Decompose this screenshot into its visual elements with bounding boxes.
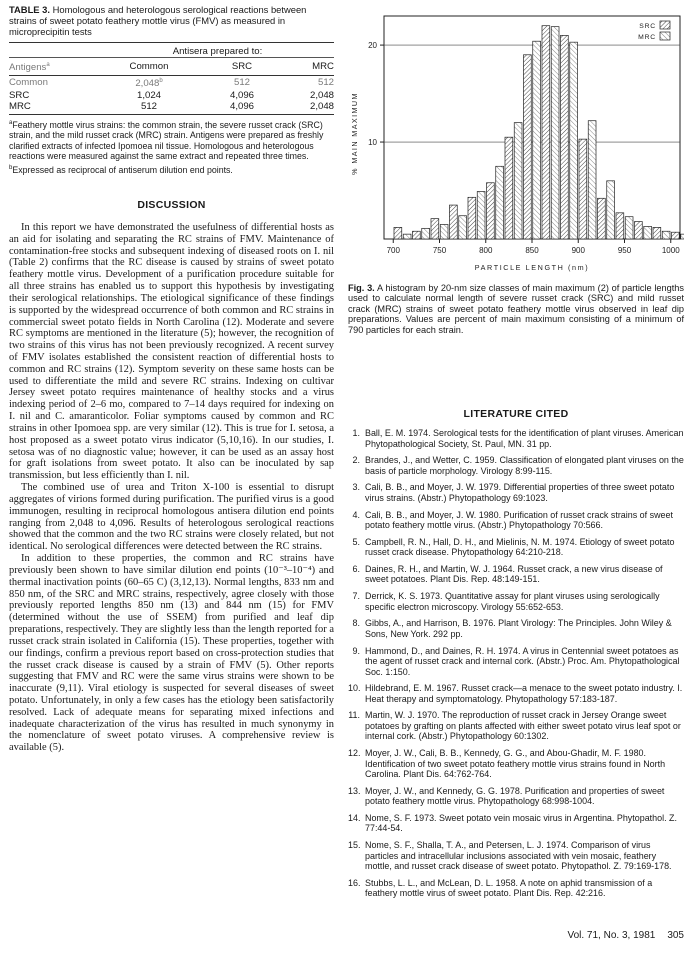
table-row: Common 2,048$^b$ 512 512 bbox=[9, 77, 334, 90]
x-tick-label: 1000 bbox=[661, 246, 680, 255]
bar-src bbox=[634, 222, 642, 239]
cell-src: 4,096 bbox=[197, 101, 287, 115]
reference-text: Martin, W. J. 1970. The reproduction of russet crack in Jersey Orange sweet potatoes by grafting on plants affected with either sweet potato virus leaf spot or internal cork. (Abstr.) Phytopathology 60:1302. bbox=[365, 710, 681, 742]
reference-number: 15. bbox=[348, 840, 361, 851]
particle-length-histogram bbox=[348, 4, 684, 280]
table-footnote-b-text: Expressed as reciprocal of antiserum dilution end points. bbox=[12, 164, 233, 175]
reference-number: 7. bbox=[352, 591, 360, 602]
reference-number: 6. bbox=[352, 563, 360, 574]
bar-mrc bbox=[551, 27, 559, 239]
bar-src bbox=[653, 227, 661, 239]
reference-text: Nome, S. F., Shalla, T. A., and Petersen, L. J. 1974. Comparison of virus particles and intracellular inclusions associated with vein mosaic, feathery mottle, and russet crack disease of sweet potato. Phytopathol. Z. 79:169-178. bbox=[365, 840, 672, 872]
reference-number: 9. bbox=[352, 645, 360, 656]
bar-src bbox=[523, 55, 531, 239]
bar-mrc bbox=[477, 191, 485, 239]
discussion-heading: DISCUSSION bbox=[137, 198, 206, 211]
bar-src bbox=[542, 26, 550, 239]
volume-info: Vol. 71, No. 3, 1981 bbox=[567, 930, 656, 941]
bar-src bbox=[616, 213, 624, 239]
cell-common: 1,024 bbox=[136, 89, 161, 101]
col-header-mrc: MRC bbox=[287, 57, 334, 75]
reference-number: 5. bbox=[352, 536, 360, 547]
reference-item bbox=[348, 537, 684, 558]
left-column bbox=[9, 4, 334, 754]
reference-item bbox=[348, 813, 684, 834]
right-column bbox=[348, 4, 684, 924]
bar-src bbox=[671, 232, 679, 239]
reference-text: Moyer, J. W., and Kennedy, G. G. 1978. Purification and properties of sweet potato feathery mottle virus. Phytopathology 68:998-1004. bbox=[365, 785, 665, 807]
bar-src bbox=[412, 231, 420, 239]
table-row bbox=[9, 90, 334, 101]
discussion-paragraph: In this report we have demonstrated the usefulness of differential hosts as an aid for isolating and separating the RC strains of FMV. Maintenance of contamination-free stocks and subsequent indexing of diseased roots on I. nil (Table 2) confirms that the RC disease is caused by strains of sweet potato feathery mottle virus. Development of a purification procedure suitable for all three strains has enabled us to support this hypothesis by investigating their serological relationships. The etiological significance of these findings is supported by the widespread occurrence of both common and RC strains in commercial sweet potato fields in North Carolina (12). Moderate and severe RC symptoms are mentioned in the literature (5); however, the recognition of two strains of this virus has not been previously recognized. A recent survey of FMV isolates established the consistent reaction of differential hosts to common and RC strains (12). Symptom severity on these same hosts can be used to differentiate the mild and severe RC strains. Indexing on cultivar Jersey sweet potato requires maintenance of healthy stocks and a virus indexing period of 2–6 mo, compared to 7–14 days required for indexing on I. nil and C. amaranticolor. Foliar symptoms caused by common and RC strains in other Ipomoea spp. are very similar (12). This is true for I. setosa, a host proposed as a sweet potato virus indicator (5,10,16). In our studies, I. setosa was of no diagnostic value; however, it can be used as an assay host for graft isolations from sweet potato. It also can be inoculated by sap transmission, but less efficiently than I. nil. bbox=[9, 221, 334, 482]
table-row bbox=[9, 101, 334, 115]
x-tick-label: 950 bbox=[617, 246, 632, 255]
reference-item bbox=[348, 482, 684, 503]
reference-text: Daines, R. H., and Martin, W. J. 1964. Russet crack, a new virus disease of sweet potatoes. Plant Dis. Rep. 48:149-151. bbox=[365, 563, 663, 585]
reference-number: 1. bbox=[352, 428, 360, 438]
reference-text: Campbell, R. N., Hall, D. H., and Mielinis, N. M. 1974. Etiology of sweet potato russet crack disease. Phytopathology 64:210-218. bbox=[365, 536, 675, 558]
table-footnote-a: $^a$Feathery mottle virus strains: the common strain, the severe russet crack (SRC) strain, and the mild russet crack (MRC) strain. Antigens were prepared as freshly clarified extracts of infected Ipomoea nil tissue. Homologous and heterologous reactions were measured against the same extract and repeated three times. bbox=[9, 119, 324, 162]
reference-number: 3. bbox=[352, 482, 360, 493]
table-footnote-a-text: Feathery mottle virus strains: the common strain, the severe russet crack (SRC) strain, and the mild russet crack (MRC) strain. Antigens were prepared as freshly clarified extracts of infected Ipomoea nil tissue. Homologous and heterologous reactions were measured against the same extract and repeated three times. bbox=[9, 119, 324, 162]
bar-mrc bbox=[681, 234, 684, 239]
cell-src: 512 bbox=[233, 77, 250, 89]
discussion-paragraph: The combined use of urea and Triton X-100 is essential to disrupt aggregates of virions formed during purification. The purified virus is a good immunogen, resulting in reciprocal homologous antisera dilution end points ranging from 2,048 to 4,096. Results of heterologous serological reactions showed that the common and the two RC strains were closely related, but not identical. No serological differences were detected between the RC strains. bbox=[9, 482, 334, 553]
bar-mrc bbox=[644, 226, 652, 239]
bar-src bbox=[431, 219, 439, 239]
reference-item bbox=[348, 428, 684, 449]
reference-number: 4. bbox=[352, 509, 360, 520]
bar-mrc bbox=[607, 181, 615, 239]
col-header-src: SRC bbox=[197, 57, 287, 75]
reference-item bbox=[348, 646, 684, 678]
x-axis-label: PARTICLE LENGTH (nm) bbox=[474, 263, 590, 272]
reference-item bbox=[348, 748, 684, 780]
bar-mrc bbox=[662, 231, 670, 239]
cell-mrc: 512 bbox=[317, 77, 334, 89]
reference-text: Brandes, J., and Wetter, C. 1959. Classification of elongated plant viruses on the basis of particle morphology. Virology 8:99-115. bbox=[365, 455, 684, 476]
reference-number: 13. bbox=[348, 785, 361, 796]
row-antigen: Common bbox=[9, 77, 48, 89]
reference-item bbox=[348, 710, 684, 742]
table-footnote-b: $^b$Expressed as reciprocal of antiserum dilution end points. bbox=[9, 164, 233, 175]
page-footer bbox=[555, 930, 684, 941]
reference-item bbox=[348, 840, 684, 872]
x-tick-label: 850 bbox=[525, 246, 539, 255]
x-tick-label: 700 bbox=[386, 246, 400, 255]
reference-text: Derrick, K. S. 1973. Quantitative assay for plant viruses using serologically specific electron microscopy. Virology 55:652-653. bbox=[365, 591, 660, 612]
x-tick-label: 750 bbox=[432, 246, 447, 255]
bar-mrc bbox=[625, 217, 633, 239]
bar-src bbox=[597, 198, 605, 239]
reference-text: Hammond, D., and Daines, R. H. 1974. A virus in Centennial sweet potatoes as the agent of russet crack and internal cork. (Abstr.) Proc. Am. Phytopathological Soc. 1:150. bbox=[365, 645, 680, 677]
figure-3 bbox=[348, 4, 684, 284]
bar-mrc bbox=[588, 121, 596, 239]
table-title-text: Homologous and heterologous serological reactions between strains of sweet potato feathery mottle virus (FMV) as measured in microprecipitin tests bbox=[9, 4, 307, 38]
row-antigen: SRC bbox=[9, 89, 30, 101]
page-number: 305 bbox=[667, 930, 684, 941]
bar-src bbox=[560, 35, 568, 239]
reference-text: Nome, S. F. 1973. Sweet potato vein mosaic virus in Argentina. Phytopathol. Z. 77:44-54. bbox=[365, 812, 677, 834]
reference-item bbox=[348, 878, 684, 899]
bar-src bbox=[449, 205, 457, 239]
legend-swatch bbox=[660, 32, 670, 40]
reference-item bbox=[348, 455, 684, 476]
table-header-row: Antigens$^a$ Common SRC MRC bbox=[9, 57, 334, 75]
reference-number: 10. bbox=[348, 683, 361, 694]
bar-mrc bbox=[459, 216, 467, 239]
reference-item bbox=[348, 786, 684, 807]
literature-heading: LITERATURE CITED bbox=[463, 408, 569, 420]
legend-label: SRC bbox=[639, 23, 656, 30]
discussion-body bbox=[9, 222, 334, 754]
figure-label: Fig. 3. bbox=[348, 283, 375, 293]
bar-src bbox=[486, 183, 494, 239]
reference-item bbox=[348, 683, 684, 704]
bar-src bbox=[579, 139, 587, 239]
y-tick-label: 10 bbox=[368, 138, 377, 148]
reference-item bbox=[348, 564, 684, 585]
reference-list bbox=[348, 428, 684, 905]
reference-number: 12. bbox=[348, 748, 361, 759]
reference-number: 14. bbox=[348, 812, 361, 823]
reference-item bbox=[348, 618, 684, 639]
serology-table bbox=[9, 42, 334, 115]
bar-mrc bbox=[514, 123, 522, 239]
bar-mrc bbox=[440, 224, 448, 239]
table-label: TABLE 3. bbox=[9, 4, 50, 15]
x-tick-label: 900 bbox=[571, 246, 585, 255]
table-span-header: Antisera prepared to: bbox=[101, 42, 334, 57]
reference-item bbox=[348, 510, 684, 531]
x-tick-label: 800 bbox=[479, 246, 493, 255]
reference-number: 2. bbox=[352, 455, 360, 466]
y-tick-label: 20 bbox=[368, 41, 377, 51]
bar-mrc bbox=[533, 41, 541, 239]
reference-number: 16. bbox=[348, 877, 361, 888]
bar-mrc bbox=[496, 166, 504, 239]
cell-mrc: 2,048 bbox=[287, 101, 334, 115]
bar-src bbox=[394, 227, 402, 239]
reference-text: Stubbs, L. L., and McLean, D. L. 1958. A note on aphid transmission of a feathery mottle virus of sweet potato. Plant Dis. Rep. 42:216. bbox=[365, 877, 653, 899]
bar-mrc bbox=[570, 42, 578, 239]
table-title bbox=[9, 4, 334, 38]
cell-src: 4,096 bbox=[229, 89, 254, 101]
reference-item bbox=[348, 591, 684, 612]
y-axis-label: % MAIN MAXIMUM bbox=[350, 92, 359, 175]
reference-number: 8. bbox=[352, 618, 360, 629]
reference-text: Cali, B. B., and Moyer, J. W. 1979. Differential properties of three sweet potato virus strains. (Abstr.) Phytopathology 69:1023. bbox=[365, 482, 675, 503]
figure-caption-text: A histogram by 20-nm size classes of main maximum (2) of particle lengths used to calculate normal length of severe russet crack (SRC) and mild russet crack (MRC) strains of sweet potato feathery mottle virus observed in leaf dip preparations. Values are percent of main maximum consisting of a minimum of 790 particles for each strain. bbox=[348, 283, 684, 335]
reference-number: 11. bbox=[348, 710, 360, 721]
reference-text: Moyer, J. W., Cali, B. B., Kennedy, G. G., and Abou-Ghadir, M. F. 1980. Identification of two sweet potato feathery mottle virus strains found in North Carolina. Plant Dis. 64:762-764. bbox=[365, 748, 666, 780]
reference-text: Ball, E. M. 1974. Serological tests for the identification of plant viruses. American Phytopathological Society, St. Paul, MN. 31 pp. bbox=[365, 428, 684, 449]
bar-mrc bbox=[422, 228, 430, 239]
legend-swatch bbox=[660, 21, 670, 29]
reference-text: Cali, B. B., and Moyer, J. W. 1980. Purification of russet crack strains of sweet potato feathery mottle virus. (Abstr.) Phytopathology 70:566. bbox=[365, 509, 673, 531]
col-header-common: Common bbox=[101, 57, 197, 75]
discussion-paragraph: In addition to these properties, the common and RC strains have previously been shown to have similar dilution end points (10⁻³–10⁻⁴) and thermal inactivation points (60–65 C) (3,12,13). Normal lengths, 833 nm and 850 nm, of the SRC and MRC strains, respectively, agree closely with those previously reported lengths 850 nm (13) and 844 nm (15) for FMV (determined without the use of SSEM) from purified and leaf dip preparations, respectively. They are slightly less than the length reported for a russet crack strain isolated in California (15). These properties, together with our findings, confirm a previous report based on cross-protection studies that the russet crack disease is caused by a strain of FMV (5). Other reports suggesting that FMV and RC were the same virus strains were shown to be inaccurate (9,11). Viral etiology is suspected for several diseases of sweet potato. Unfortunately, in only a few cases has the etiology been satisfactorily resolved. Lack of adequate means for separating mixed infections and inadequate characterization of the virus has resulted in much synonymy in the nomenclature of sweet potato viruses. A comprehensive review is available (5). bbox=[9, 553, 334, 754]
cell-mrc: 2,048 bbox=[309, 89, 334, 101]
figure-caption bbox=[348, 283, 684, 335]
col-header-antigens: Antigens bbox=[9, 62, 47, 73]
row-antigen: MRC bbox=[9, 101, 101, 115]
reference-text: Hildebrand, E. M. 1967. Russet crack—a menace to the sweet potato industry. I. Heat therapy and symptomatology. Phytopathology 57:183-187. bbox=[365, 683, 683, 704]
cell-common: 2,048 bbox=[135, 78, 160, 90]
bar-src bbox=[505, 137, 513, 239]
legend-label: MRC bbox=[638, 34, 656, 41]
cell-common: 512 bbox=[101, 101, 197, 115]
bar-src bbox=[468, 197, 476, 239]
bar-mrc bbox=[403, 234, 411, 239]
reference-text: Gibbs, A., and Harrison, B. 1976. Plant Virology: The Principles. John Wiley & Sons, New York. 292 pp. bbox=[365, 618, 672, 639]
plot-frame bbox=[384, 16, 680, 239]
